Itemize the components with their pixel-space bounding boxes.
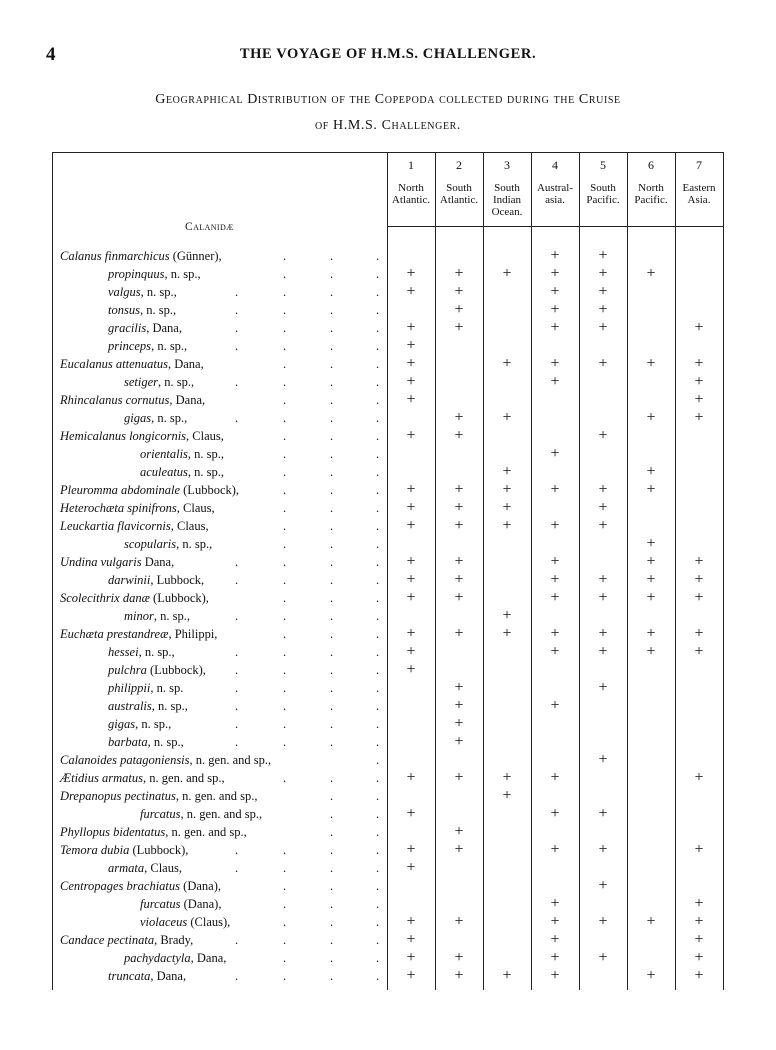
- species-name: [108, 679, 183, 697]
- presence-mark: +: [598, 247, 608, 264]
- species-binomial: violaceus: [140, 915, 188, 929]
- species-authority: , n. sp.,: [139, 303, 177, 317]
- presence-mark: +: [502, 607, 512, 624]
- presence-mark: +: [406, 805, 416, 822]
- presence-mark: +: [646, 481, 656, 498]
- species-binomial: gracilis: [108, 321, 147, 335]
- presence-mark: +: [598, 427, 608, 444]
- presence-mark: +: [598, 805, 608, 822]
- presence-mark: +: [502, 463, 512, 480]
- species-name: [140, 895, 221, 913]
- species-binomial: armata: [108, 861, 145, 875]
- species-authority: , n. gen. and sp.,: [175, 789, 258, 803]
- column-region-name: Eastern Asia.: [682, 182, 716, 206]
- presence-mark: +: [694, 373, 704, 390]
- species-binomial: valgus: [108, 285, 141, 299]
- presence-mark: +: [598, 301, 608, 318]
- column-number: 7: [696, 158, 702, 172]
- presence-mark: +: [454, 499, 464, 516]
- presence-mark: +: [454, 913, 464, 930]
- species-binomial: Drepanopus pectinatus: [60, 789, 176, 803]
- presence-mark: +: [598, 499, 608, 516]
- species-name: [60, 355, 204, 373]
- column-region-name: Austral-asia.: [536, 182, 574, 206]
- presence-mark: +: [406, 517, 416, 534]
- presence-mark: +: [406, 931, 416, 948]
- presence-mark: +: [550, 949, 560, 966]
- presence-mark: +: [454, 553, 464, 570]
- presence-mark: +: [598, 913, 608, 930]
- column-number: 1: [408, 158, 414, 172]
- species-binomial: hessei: [108, 645, 139, 659]
- presence-mark: +: [598, 949, 608, 966]
- species-name: [60, 553, 174, 571]
- column-rule: [675, 152, 676, 990]
- presence-mark: +: [598, 679, 608, 696]
- presence-mark: +: [454, 967, 464, 984]
- species-authority: (Claus),: [187, 915, 231, 929]
- presence-mark: +: [598, 265, 608, 282]
- species-name: [60, 787, 257, 805]
- presence-mark: +: [454, 283, 464, 300]
- presence-mark: +: [694, 589, 704, 606]
- species-name: [60, 247, 222, 265]
- species-authority: , n. gen. and sp.,: [165, 825, 247, 839]
- presence-mark: +: [694, 391, 704, 408]
- presence-mark: +: [550, 895, 560, 912]
- species-authority: , Dana,: [150, 969, 187, 983]
- presence-mark: +: [550, 769, 560, 786]
- presence-mark: +: [694, 625, 704, 642]
- presence-mark: +: [454, 697, 464, 714]
- species-binomial: setiger: [124, 375, 159, 389]
- column-region-name: South Indian Ocean.: [491, 182, 523, 218]
- presence-mark: +: [598, 751, 608, 768]
- presence-mark: +: [694, 553, 704, 570]
- species-name: [60, 931, 193, 949]
- presence-mark: +: [598, 481, 608, 498]
- species-authority: , Lubbock,: [150, 573, 205, 587]
- presence-mark: +: [598, 877, 608, 894]
- species-authority: , Claus,: [186, 429, 224, 443]
- species-authority: , n. sp.: [150, 681, 184, 695]
- presence-mark: +: [406, 841, 416, 858]
- species-authority: , Claus,: [170, 519, 209, 533]
- presence-mark: +: [598, 517, 608, 534]
- presence-mark: +: [550, 373, 560, 390]
- presence-mark: +: [694, 895, 704, 912]
- species-authority: (Dana),: [180, 879, 221, 893]
- presence-mark: +: [550, 931, 560, 948]
- presence-mark: +: [694, 841, 704, 858]
- presence-mark: +: [646, 553, 656, 570]
- presence-mark: +: [406, 337, 416, 354]
- presence-mark: +: [598, 283, 608, 300]
- species-authority: , n. gen. and sp.,: [143, 771, 225, 785]
- header-rule: [387, 226, 723, 227]
- presence-mark: +: [646, 571, 656, 588]
- species-binomial: Phyllopus bidentatus: [60, 825, 166, 839]
- species-name: [124, 607, 190, 625]
- column-rule: [723, 152, 724, 990]
- species-name: [60, 391, 205, 409]
- species-binomial: Scolecithrix danæ: [60, 591, 150, 605]
- presence-mark: +: [406, 661, 416, 678]
- presence-mark: +: [550, 319, 560, 336]
- presence-mark: +: [454, 481, 464, 498]
- presence-mark: +: [454, 625, 464, 642]
- species-authority: , Dana,: [169, 393, 206, 407]
- species-name: [108, 283, 177, 301]
- species-name: [108, 337, 187, 355]
- presence-mark: +: [406, 499, 416, 516]
- presence-mark: +: [502, 265, 512, 282]
- species-name: [60, 625, 217, 643]
- column-number: 4: [552, 158, 558, 172]
- species-name: [60, 751, 271, 769]
- species-binomial: Heterochæta spinifrons: [60, 501, 177, 515]
- presence-mark: +: [406, 391, 416, 408]
- presence-mark: +: [646, 643, 656, 660]
- presence-mark: +: [550, 625, 560, 642]
- table-top-rule: [52, 152, 724, 153]
- species-authority: (Günner),: [169, 249, 222, 263]
- species-name: [140, 913, 230, 931]
- species-binomial: Hemicalanus longicornis: [60, 429, 187, 443]
- presence-mark: +: [454, 427, 464, 444]
- presence-mark: +: [406, 553, 416, 570]
- species-authority: , n. sp.,: [140, 285, 177, 299]
- presence-mark: +: [550, 553, 560, 570]
- column-rule: [483, 152, 484, 990]
- presence-mark: +: [454, 589, 464, 606]
- presence-mark: +: [502, 625, 512, 642]
- presence-mark: +: [454, 715, 464, 732]
- presence-mark: +: [646, 589, 656, 606]
- presence-mark: +: [646, 967, 656, 984]
- species-name: [124, 409, 187, 427]
- species-name: [60, 589, 209, 607]
- species-name: [140, 445, 224, 463]
- species-authority: , Philippi,: [168, 627, 218, 641]
- species-name: [108, 715, 171, 733]
- presence-mark: +: [550, 265, 560, 282]
- presence-mark: +: [550, 805, 560, 822]
- species-name: [140, 463, 224, 481]
- species-authority: (Lubbock),: [129, 843, 189, 857]
- presence-mark: +: [598, 355, 608, 372]
- presence-mark: +: [550, 283, 560, 300]
- species-name: [60, 823, 247, 841]
- presence-mark: +: [454, 301, 464, 318]
- presence-mark: +: [454, 823, 464, 840]
- column-number: 6: [648, 158, 654, 172]
- species-binomial: furcatus: [140, 897, 181, 911]
- presence-mark: +: [550, 841, 560, 858]
- column-rule: [387, 152, 388, 990]
- species-binomial: aculeatus: [140, 465, 188, 479]
- presence-mark: +: [694, 571, 704, 588]
- presence-mark: +: [406, 355, 416, 372]
- column-number: 5: [600, 158, 606, 172]
- page-header: [0, 44, 776, 68]
- presence-mark: +: [502, 481, 512, 498]
- species-authority: , n. sp.,: [151, 411, 188, 425]
- presence-mark: +: [550, 445, 560, 462]
- presence-mark: +: [598, 841, 608, 858]
- column-region-name: North Atlantic.: [391, 182, 431, 206]
- presence-mark: +: [502, 787, 512, 804]
- species-binomial: philippii: [108, 681, 151, 695]
- presence-mark: +: [454, 517, 464, 534]
- presence-mark: +: [694, 913, 704, 930]
- presence-mark: +: [406, 373, 416, 390]
- species-binomial: pulchra: [108, 663, 147, 677]
- presence-mark: +: [406, 769, 416, 786]
- presence-mark: +: [406, 859, 416, 876]
- species-authority: , n. sp.,: [164, 267, 201, 281]
- presence-mark: +: [646, 265, 656, 282]
- species-binomial: Leuckartia flavicornis: [60, 519, 171, 533]
- presence-mark: +: [550, 355, 560, 372]
- species-binomial: scopularis: [124, 537, 177, 551]
- presence-mark: +: [406, 265, 416, 282]
- presence-mark: +: [694, 769, 704, 786]
- presence-mark: +: [694, 643, 704, 660]
- column-number: 2: [456, 158, 462, 172]
- presence-mark: +: [646, 463, 656, 480]
- species-binomial: Candace pectinata: [60, 933, 155, 947]
- presence-mark: +: [550, 589, 560, 606]
- column-rule: [531, 152, 532, 990]
- presence-mark: +: [550, 643, 560, 660]
- presence-mark: +: [454, 949, 464, 966]
- species-name: [124, 535, 212, 553]
- species-name: [108, 967, 186, 985]
- presence-mark: +: [598, 625, 608, 642]
- family-heading: Calanidæ: [185, 221, 234, 233]
- species-authority: , n. gen. and sp.,: [180, 807, 263, 821]
- species-name: [124, 949, 226, 967]
- presence-mark: +: [454, 265, 464, 282]
- column-region-name: North Pacific.: [634, 182, 668, 206]
- presence-mark: +: [502, 409, 512, 426]
- species-name: [140, 805, 262, 823]
- species-binomial: princeps: [108, 339, 152, 353]
- presence-mark: +: [406, 571, 416, 588]
- presence-mark: +: [454, 769, 464, 786]
- species-binomial: Temora dubia: [60, 843, 130, 857]
- presence-mark: +: [550, 697, 560, 714]
- species-authority: , Brady,: [154, 933, 194, 947]
- species-binomial: minor: [124, 609, 154, 623]
- presence-mark: +: [646, 535, 656, 552]
- species-name: [108, 265, 201, 283]
- species-authority: , Dana,: [146, 321, 182, 335]
- running-title: THE VOYAGE OF H.M.S. CHALLENGER.: [239, 46, 537, 62]
- presence-mark: +: [406, 643, 416, 660]
- presence-mark: +: [406, 427, 416, 444]
- species-authority: , n. sp.,: [147, 735, 184, 749]
- species-name: [108, 661, 206, 679]
- presence-mark: +: [550, 967, 560, 984]
- species-authority: , Claus,: [144, 861, 182, 875]
- species-binomial: Centropages brachiatus: [60, 879, 181, 893]
- presence-mark: +: [550, 517, 560, 534]
- species-binomial: Undina vulgaris: [60, 555, 142, 569]
- species-name: [60, 769, 225, 787]
- presence-mark: +: [406, 283, 416, 300]
- species-authority: , n. sp.,: [135, 717, 172, 731]
- species-authority: (Lubbock),: [149, 591, 209, 605]
- column-region-name: South Pacific.: [586, 182, 620, 206]
- presence-mark: +: [406, 481, 416, 498]
- species-binomial: darwinii: [108, 573, 151, 587]
- species-name: [60, 427, 224, 445]
- presence-mark: +: [406, 967, 416, 984]
- species-name: [108, 643, 175, 661]
- species-binomial: orientalis: [140, 447, 188, 461]
- presence-mark: +: [598, 643, 608, 660]
- species-binomial: Pleuromma abdominale: [60, 483, 181, 497]
- presence-mark: +: [598, 571, 608, 588]
- presence-mark: +: [694, 355, 704, 372]
- presence-mark: +: [646, 355, 656, 372]
- presence-mark: +: [598, 589, 608, 606]
- presence-mark: +: [454, 319, 464, 336]
- species-binomial: gigas: [124, 411, 152, 425]
- presence-mark: +: [646, 913, 656, 930]
- presence-mark: +: [694, 409, 704, 426]
- species-authority: Dana,: [141, 555, 175, 569]
- presence-mark: +: [694, 949, 704, 966]
- presence-mark: +: [502, 499, 512, 516]
- species-name: [124, 373, 194, 391]
- presence-mark: +: [694, 319, 704, 336]
- species-authority: , n. sp.,: [151, 339, 188, 353]
- species-name: [60, 481, 239, 499]
- species-name: [108, 697, 188, 715]
- presence-mark: +: [598, 319, 608, 336]
- species-authority: , n. sp.,: [151, 699, 188, 713]
- presence-mark: +: [502, 769, 512, 786]
- species-name: [108, 301, 176, 319]
- page-number: 4: [46, 44, 56, 65]
- species-authority: , n. sp.,: [158, 375, 195, 389]
- presence-mark: +: [550, 301, 560, 318]
- presence-mark: +: [406, 589, 416, 606]
- species-binomial: Euchæta prestandreæ: [60, 627, 169, 641]
- species-binomial: australis: [108, 699, 152, 713]
- species-binomial: propinquus: [108, 267, 165, 281]
- presence-mark: +: [454, 571, 464, 588]
- species-binomial: barbata: [108, 735, 148, 749]
- species-authority: , Dana,: [190, 951, 227, 965]
- column-rule: [627, 152, 628, 990]
- table-title-line-2: of H.M.S. Challenger.: [314, 118, 462, 133]
- presence-mark: +: [454, 841, 464, 858]
- species-name: [60, 517, 209, 535]
- presence-mark: +: [454, 679, 464, 696]
- species-authority: , n. sp.,: [187, 447, 225, 461]
- species-name: [108, 319, 182, 337]
- presence-mark: +: [502, 967, 512, 984]
- species-authority: , n. sp.,: [187, 465, 225, 479]
- species-binomial: furcatus: [140, 807, 181, 821]
- column-region-name: South Atlantic.: [439, 182, 479, 206]
- species-binomial: Ætidius armatus: [60, 771, 144, 785]
- presence-mark: +: [454, 733, 464, 750]
- species-authority: , n. sp.,: [153, 609, 190, 623]
- species-name: [108, 859, 182, 877]
- presence-mark: +: [406, 913, 416, 930]
- species-name: [60, 877, 221, 895]
- species-authority: , n. sp.,: [176, 537, 213, 551]
- species-binomial: gigas: [108, 717, 136, 731]
- presence-mark: +: [694, 967, 704, 984]
- species-authority: , Claus,: [176, 501, 215, 515]
- presence-mark: +: [550, 913, 560, 930]
- species-binomial: pachydactyla: [124, 951, 191, 965]
- species-authority: (Lubbock),: [180, 483, 240, 497]
- species-name: [60, 499, 215, 517]
- species-name: [108, 733, 184, 751]
- presence-mark: +: [646, 409, 656, 426]
- species-authority: (Dana),: [180, 897, 222, 911]
- presence-mark: +: [550, 481, 560, 498]
- species-name: [108, 571, 204, 589]
- species-name: [60, 841, 188, 859]
- presence-mark: +: [502, 517, 512, 534]
- species-authority: , n. gen. and sp.,: [189, 753, 272, 767]
- species-binomial: Calanoides patagoniensis: [60, 753, 190, 767]
- species-binomial: tonsus: [108, 303, 140, 317]
- species-binomial: Eucalanus attenuatus: [60, 357, 168, 371]
- presence-mark: +: [646, 625, 656, 642]
- presence-mark: +: [502, 355, 512, 372]
- species-authority: , n. sp.,: [138, 645, 175, 659]
- presence-mark: +: [694, 931, 704, 948]
- column-rule: [52, 152, 53, 990]
- species-binomial: truncata: [108, 969, 151, 983]
- species-authority: , Dana,: [167, 357, 204, 371]
- presence-mark: +: [550, 247, 560, 264]
- column-number: 3: [504, 158, 510, 172]
- table-title-line-1: Geographical Distribution of the Copepoda collected during the Cruise: [155, 92, 621, 107]
- species-binomial: Calanus finmarchicus: [60, 249, 170, 263]
- presence-mark: +: [406, 625, 416, 642]
- column-rule: [435, 152, 436, 990]
- species-authority: (Lubbock),: [146, 663, 206, 677]
- presence-mark: +: [550, 571, 560, 588]
- presence-mark: +: [406, 949, 416, 966]
- presence-mark: +: [454, 409, 464, 426]
- column-rule: [579, 152, 580, 990]
- presence-mark: +: [406, 319, 416, 336]
- species-binomial: Rhincalanus cornutus: [60, 393, 170, 407]
